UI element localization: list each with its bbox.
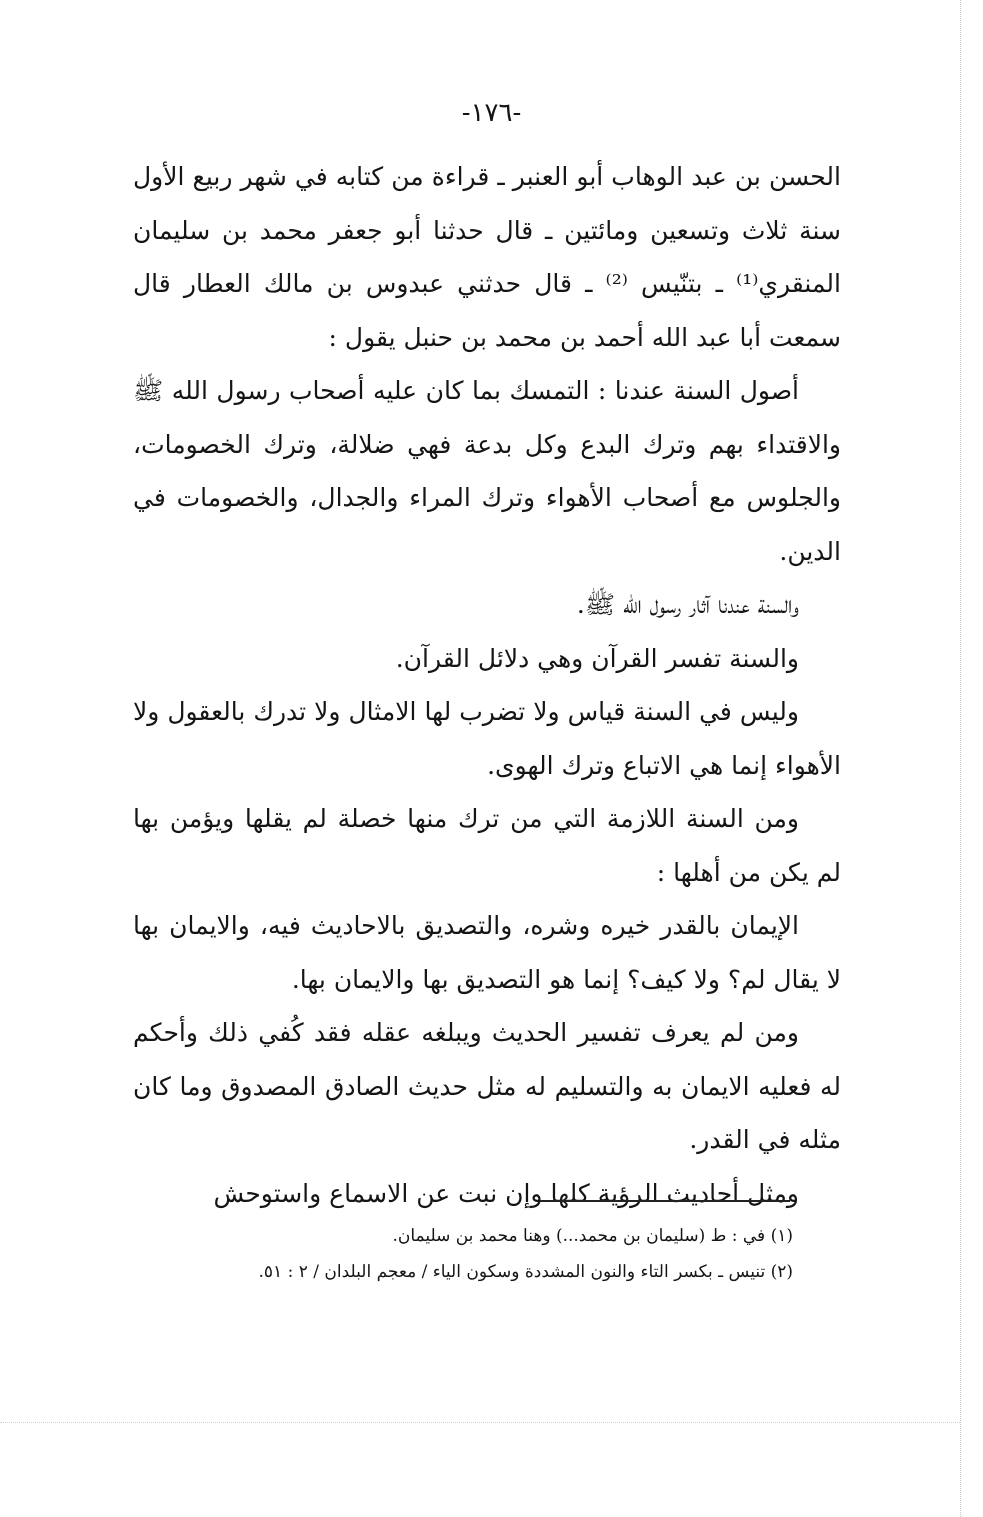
footnotes [133,1218,793,1290]
scan-edge-bottom [0,1422,960,1423]
scan-edge-right [960,0,961,1517]
paragraph-sunnah-athar: والسنة عندنا آثار رسول الله ﷺ. [576,590,799,619]
footnote-1: (١) في : ط (سليمان بن محمد...) وهنا محمد بن سليمان. [392,1226,793,1246]
page-number: -١٧٦- [461,98,522,128]
paragraph-no-qiyas: وليس في السنة قياس ولا تضرب لها الامثال ولا تدرك بالعقول ولا الأهواء إنما هي الاتباع وترك الهوى. [133,697,841,780]
paragraph-sunnah-tafsir: والسنة تفسر القرآن وهي دلائل القرآن. [395,643,799,673]
paragraph-usul-al-sunnah: أصول السنة عندنا : التمسك بما كان عليه أصحاب رسول الله ﷺ والاقتداء بهم وترك البدع وكل بدعة فهي ضلالة، وترك الخصومات، والجلوس مع أصحاب الأهواء وترك المراء والجدال، والخصومات في الدين. [133,376,841,566]
paragraph-sunnah-lazimah: ومن السنة اللازمة التي من ترك منها خصلة لم يقلها ويؤمن بها لم يكن من أهلها : [133,804,841,887]
paragraph-tafsir-al-hadith: ومن لم يعرف تفسير الحديث ويبلغه عقله فقد كُفي ذلك وأحكم له فعليه الايمان به والتسليم له مثل حديث الصادق المصدوق وما كان مثله في القدر. [133,1018,841,1154]
paragraph-isnad: الحسن بن عبد الوهاب أبو العنبر ـ قراءة من كتابه في شهر ربيع الأول سنة ثلاث وتسعين ومائتين ـ قال حدثنا أبو جعفر محمد بن سليمان المنقري⁽¹⁾ ـ بتنّيس ⁽²⁾ ـ قال حدثني عبدوس بن مالك العطار قال سمعت أبا عبد الله أحمد بن محمد بن حنبل يقول : [133,162,841,352]
paragraph-ahadith-al-ruyah: ومثل أحاديث الرؤية كلها وإن نبت عن الاسماع واستوحش [213,1178,799,1208]
footnote-2: (٢) تنيس ـ بكسر التاء والنون المشددة وسكون الياء / معجم البلدان / ٢ : ٥١. [258,1262,793,1282]
footnote-divider [540,1200,790,1202]
main-text [133,150,841,1220]
paragraph-iman-bil-qadar: الإيمان بالقدر خيره وشره، والتصديق بالاحاديث فيه، والايمان بها لا يقال لم؟ ولا كيف؟ إنما هو التصديق بها والايمان بها. [133,911,841,994]
